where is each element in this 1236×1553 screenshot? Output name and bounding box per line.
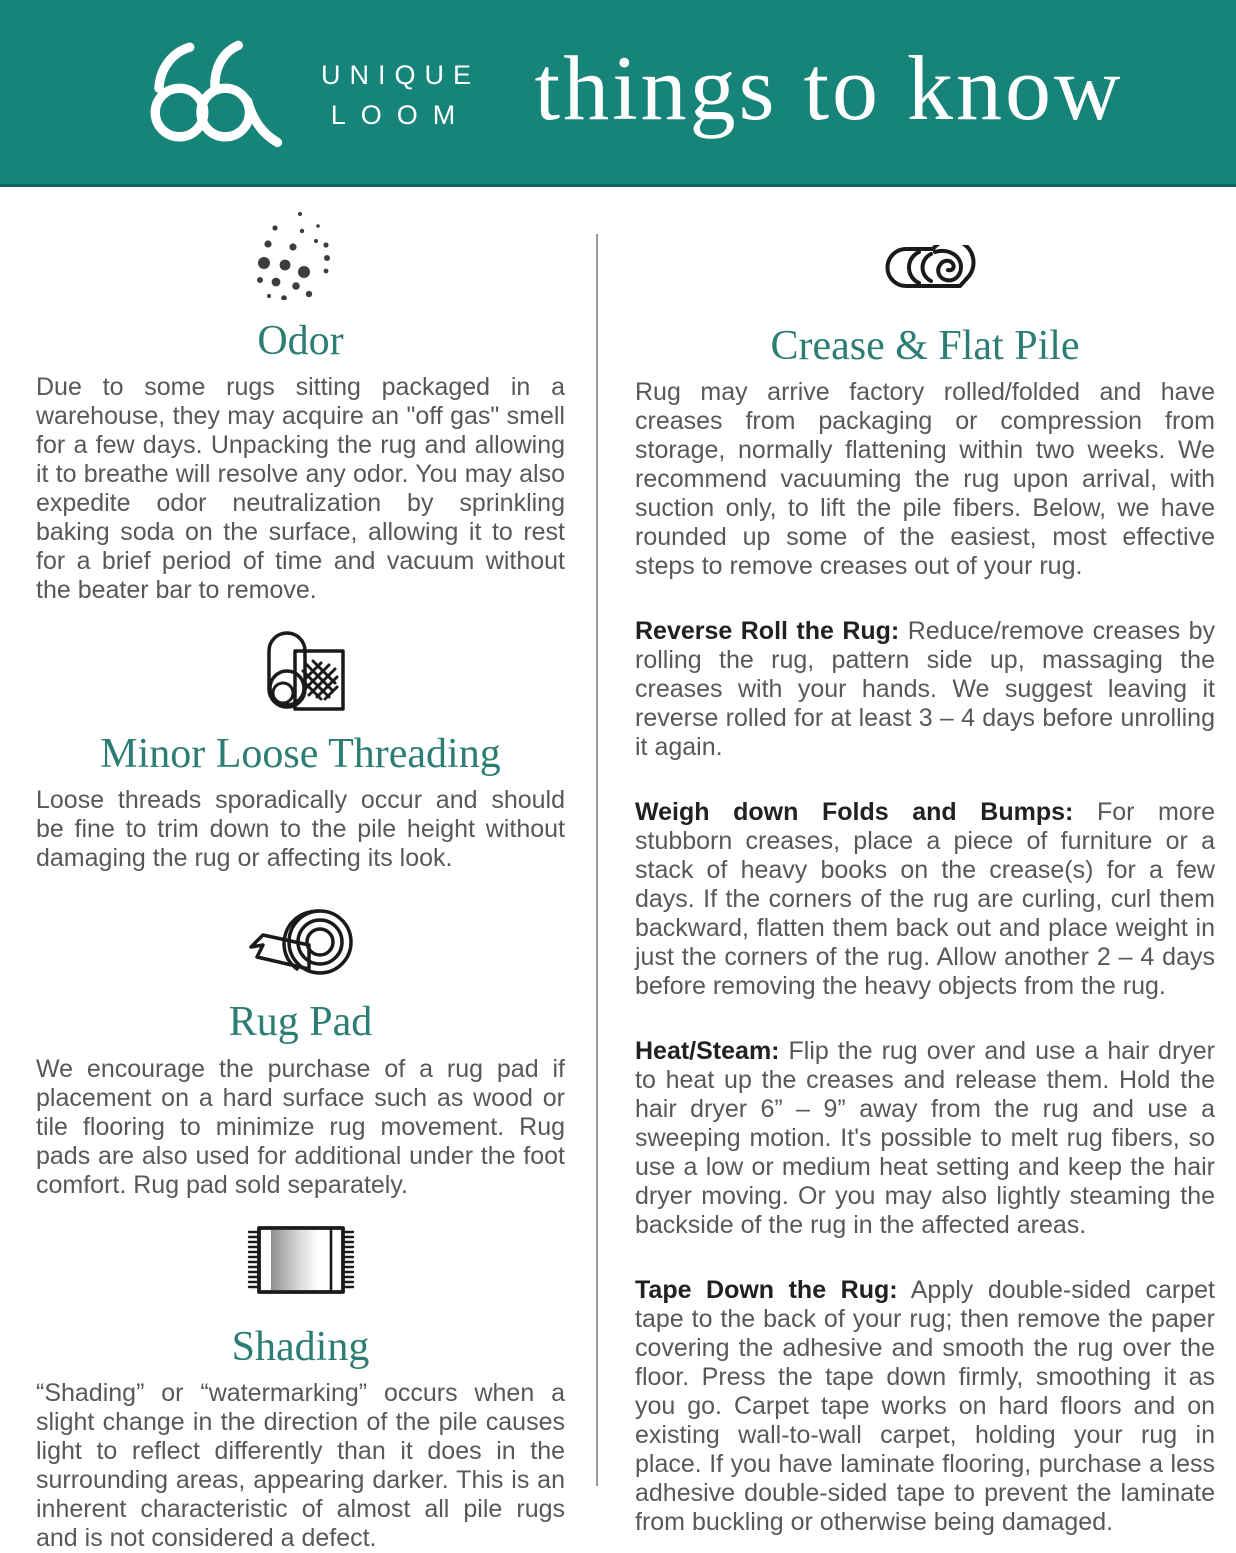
brand <box>110 36 480 148</box>
shaded-rug-icon <box>245 1224 357 1298</box>
step-label-reverse-roll: Reverse Roll the Rug: <box>635 617 900 646</box>
rug-pad-roll-icon <box>247 903 355 981</box>
step-label-weigh-down: Weigh down Folds and Bumps: <box>635 798 1074 827</box>
step-label-tape-down: Tape Down the Rug: <box>635 1276 898 1305</box>
step-text-heat-steam: Flip the rug over and use a hair dryer to heat up the creases and release them. Hold the hair dryer 6” – 9” away from the rug and use a sweeping motion. It's possible to melt rug fibers, so use a low or medium heat setting and keep the hair dryer moving. Or you may also lightly steaming the backside of the rug in the affected areas. <box>635 1037 1215 1240</box>
brand-line-loom: LOOM <box>330 99 471 130</box>
brand-name <box>321 60 480 131</box>
left-column <box>0 187 596 1553</box>
section-body-rug-pad: We encourage the purchase of a rug pad if placement on a hard surface such as wood or tile flooring to minimize rug movement. Rug pads are also used for additional under the foot comfort. Rug pad sold separately. <box>36 1054 565 1199</box>
section-title-rug-pad: Rug Pad <box>228 999 373 1046</box>
section-title-shading: Shading <box>231 1323 370 1370</box>
content-area <box>0 187 1236 1553</box>
section-crease-flat-pile <box>635 245 1215 1537</box>
section-minor-loose-threading <box>36 629 565 873</box>
step-label-heat-steam: Heat/Steam: <box>635 1037 780 1066</box>
section-rug-pad <box>36 903 565 1199</box>
step-text-tape-down: Apply double-sided carpet tape to the back of your rug; then remove the paper covering the adhesive and smooth the rug over the floor. Press the tape down firmly, smoothing it as you go. Carpet tape works on hard floors and on existing wall-to-wall carpet, holding your rug in place. If you have laminate flooring, purchase a less adhesive double-sided tape to prevent the laminate from buckling or otherwise being damaged. <box>635 1276 1216 1537</box>
step-text-weigh-down: For more stubborn creases, place a piece of furniture or a stack of heavy books on the crease(s) for a few days. If the corners of the rug are curling, curl them backward, flatten them back out and place weight in just the corners of the rug. Allow another 2 – 4 days before removing the heavy objects from the rug. <box>635 798 1216 1001</box>
step-heat-steam <box>635 1037 1215 1240</box>
step-weigh-down <box>635 798 1215 1001</box>
section-intro-crease: Rug may arrive factory rolled/folded and have creases from packaging or compression from storage, normally flattening within two weeks. We recommend vacuuming the rug upon arrival, with suction only, to lift the pile fibers. Below, we have rounded up some of the easiest, most effective steps to remove creases out of your rug. <box>635 378 1215 581</box>
section-body-odor: Due to some rugs sitting packaged in a warehouse, they may acquire an "off gas" smell for a few days. Unpacking the rug and allowing it to breathe will resolve any odor. You may also expedite odor neutralization by sprinkling baking soda on the surface, allowing it to rest for a brief period of time and vacuum without the beater bar to remove. <box>36 373 565 605</box>
section-title-odor: Odor <box>257 318 344 364</box>
page-title: things to know <box>534 37 1124 139</box>
rolled-rug-crease-icon <box>873 245 977 293</box>
header-banner <box>0 0 1236 187</box>
section-shading <box>36 1224 565 1553</box>
section-odor <box>36 208 565 605</box>
step-reverse-roll <box>635 617 1215 762</box>
brand-line-unique: UNIQUE <box>321 59 481 90</box>
odor-speckle-icon <box>255 208 347 300</box>
step-text-reverse-roll: Reduce/remove creases by rolling the rug, pattern side up, massaging the creases with your hands. We suggest leaving it reverse rolled for at least 3 – 4 days before unrolling it again. <box>635 617 1216 762</box>
section-title-crease: Crease & Flat Pile <box>770 323 1080 369</box>
section-body-threading: Loose threads sporadically occur and should be fine to trim down to the pile height without damaging the rug or affecting its look. <box>36 786 565 873</box>
rolled-rug-lattice-icon <box>255 629 347 713</box>
step-tape-down <box>635 1276 1215 1537</box>
column-divider <box>596 234 598 1486</box>
section-body-shading: “Shading” or “watermarking” occurs when a slight change in the direction of the pile causes light to reflect differently than it does in the surrounding areas, appearing darker. This is an inherent characteristic of almost all pile rugs and is not considered a defect. <box>36 1378 565 1552</box>
unique-loom-logo-icon <box>110 36 305 148</box>
right-column <box>596 187 1236 1553</box>
section-title-threading: Minor Loose Threading <box>100 731 501 778</box>
